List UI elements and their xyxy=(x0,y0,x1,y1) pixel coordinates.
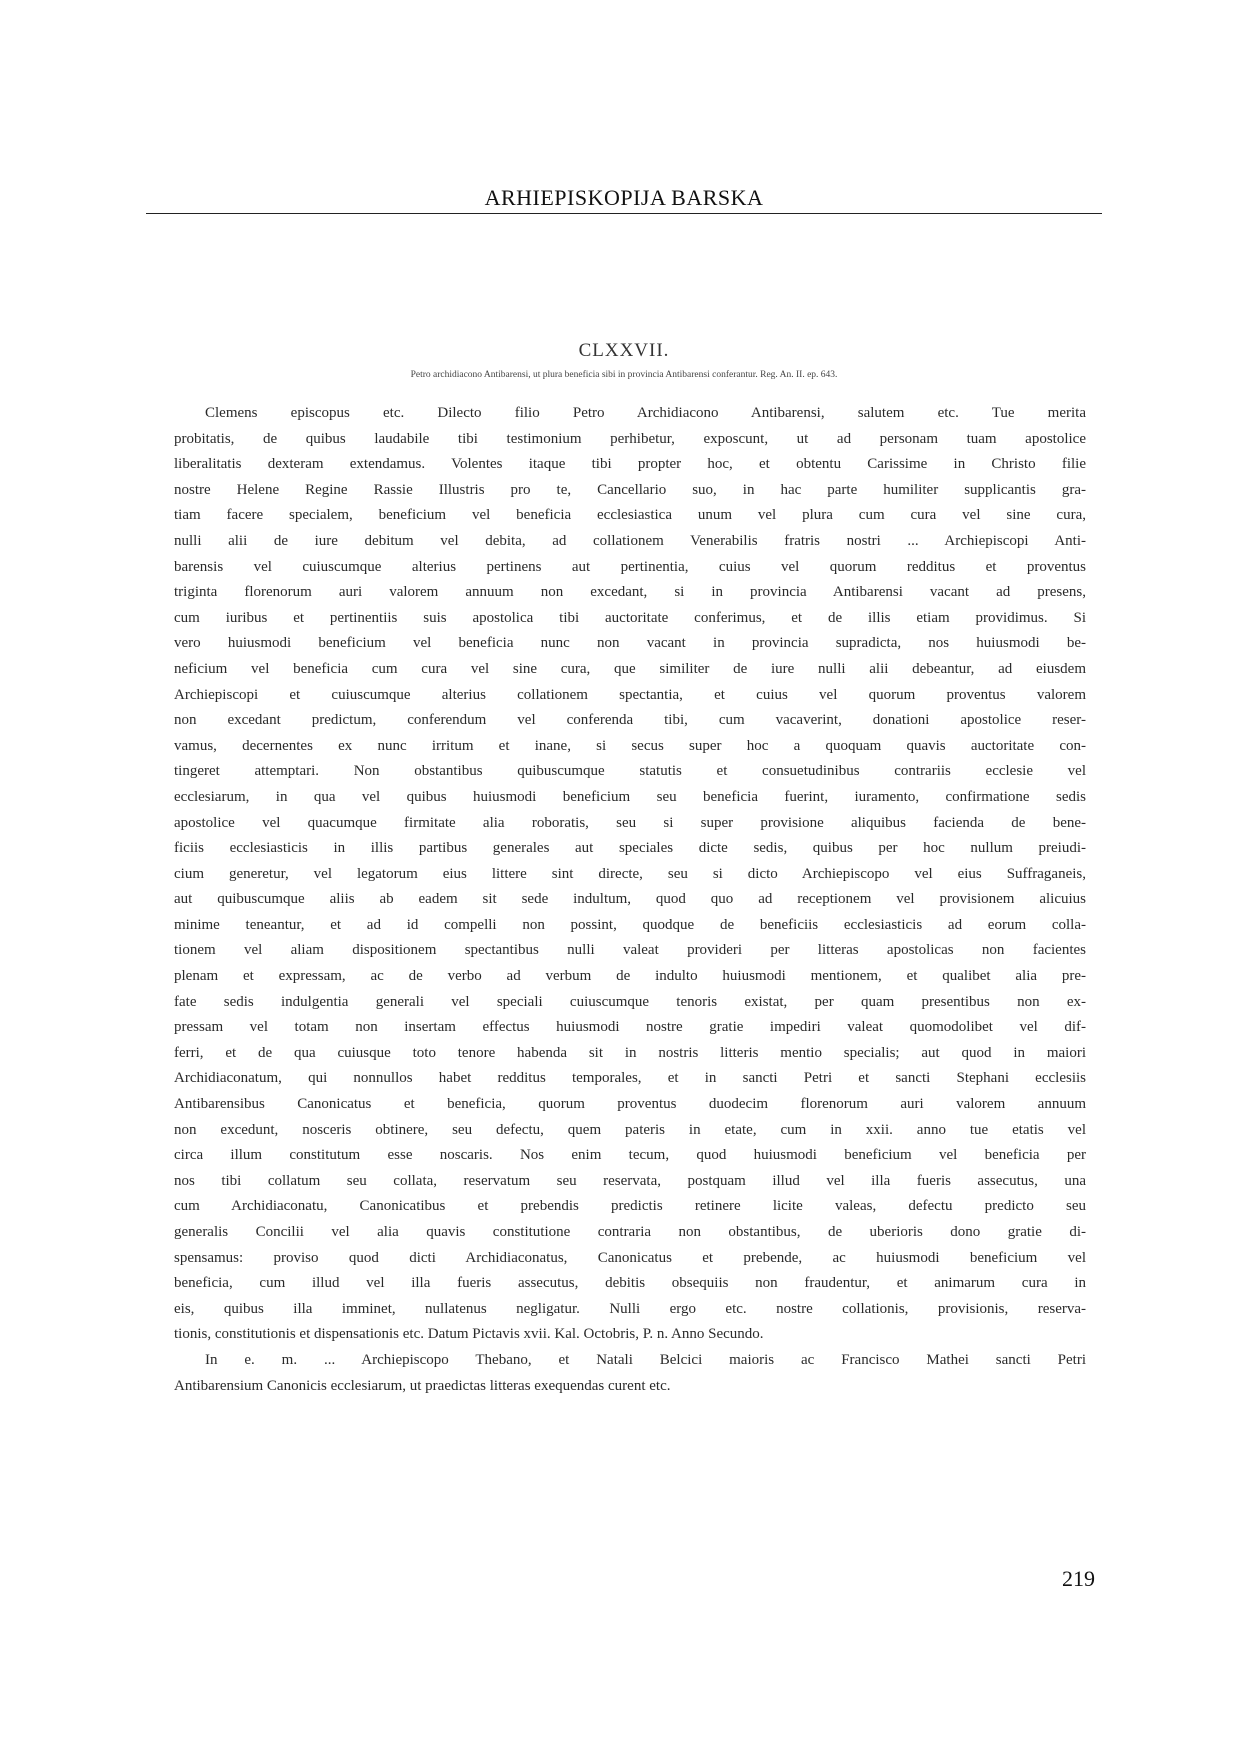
body-line: cium generetur, vel legatorum eius littere sint directe, seu si dicto Archiepiscopo vel eius Suffraganeis, xyxy=(174,865,1086,882)
body-line: ferri, et de qua cuiusque toto tenore habenda sit in nostris litteris mentio specialis; aut quod in maiori xyxy=(174,1044,1086,1061)
body-line: Clemens episcopus etc. Dilecto filio Petro Archidiacono Antibarensi, salutem etc. Tue merita xyxy=(205,405,1086,421)
body-line: minime teneantur, et ad id compelli non possint, quodque de beneficiis ecclesiasticis ad eorum colla- xyxy=(174,916,1086,933)
body-line: aut quibuscumque aliis ab eadem sit sede indultum, quod quo ad receptionem vel provisionem alicuius xyxy=(174,891,1086,908)
body-line: Antibarensibus Canonicatus et beneficia, quorum proventus duodecim florenorum auri valorem annuum xyxy=(174,1096,1086,1113)
body-line: vamus, decernentes ex nunc irritum et inane, si secus super hoc a quoquam quavis auctoritate con- xyxy=(174,737,1086,754)
body-line: spensamus: proviso quod dicti Archidiaconatus, Canonicatus et prebende, ac huiusmodi beneficium vel xyxy=(174,1249,1086,1266)
body-line: Archiepiscopi et cuiuscumque alterius collationem spectantia, et cuius vel quorum proventus valorem xyxy=(174,686,1086,703)
body-line: fate sedis indulgentia generali vel speciali cuiuscumque tenoris existat, per quam presentibus non ex- xyxy=(174,993,1086,1010)
page-number: 219 xyxy=(1062,1566,1095,1591)
body-line: nulli alii de iure debitum vel debita, ad collationem Venerabilis fratris nostri ... Archiepiscopi Anti- xyxy=(174,532,1086,549)
body-line: ficiis ecclesiasticis in illis partibus generales aut speciales dicte sedis, quibus per hoc nullum preiudi- xyxy=(174,840,1086,857)
body-line: triginta florenorum auri valorem annuum non excedant, si in provincia Antibarensi vacant ad presens, xyxy=(174,584,1086,601)
body-line: tingeret attemptari. Non obstantibus quibuscumque statutis et consuetudinibus contrariis ecclesie vel xyxy=(174,763,1086,780)
body-line: Antibarensium Canonicis ecclesiarum, ut praedictas litteras exequendas curent etc. xyxy=(174,1377,671,1394)
body-line: tionem vel aliam dispositionem spectantibus nulli valeat provideri per litteras apostolicas non facientes xyxy=(174,942,1086,959)
body-line: tionis, constitutionis et dispensationis etc. Datum Pictavis xvii. Kal. Octobris, P. n. Anno Secundo. xyxy=(174,1326,764,1343)
body-line: circa illum constitutum esse noscaris. Nos enim tecum, quod huiusmodi beneficium vel beneficia per xyxy=(174,1147,1086,1164)
document-number: CLXXVII. xyxy=(578,340,670,361)
running-head: ARHIEPISKOPIJA BARSKA xyxy=(484,185,764,210)
body-line: apostolice vel quacumque firmitate alia roboratis, seu si super provisione aliquibus facienda de bene- xyxy=(174,814,1086,831)
body-line: vero huiusmodi beneficium vel beneficia nunc non vacant in provincia supradicta, nos huiusmodi be- xyxy=(174,635,1086,652)
body-line: plenam et expressam, ac de verbo ad verbum de indulto huiusmodi mentionem, et qualibet alia pre- xyxy=(174,968,1086,985)
body-line: nostre Helene Regine Rassie Illustris pro te, Cancellario suo, in hac parte humiliter supplicantis gra- xyxy=(174,481,1086,498)
body-line: cum Archidiaconatu, Canonicatibus et prebendis predictis retinere licite valeas, defectu predicto seu xyxy=(174,1198,1086,1215)
body-line: non excedant predictum, conferendum vel conferenda tibi, cum vacaverint, donationi apostolice reser- xyxy=(174,712,1086,729)
body-line: beneficia, cum illud vel illa fueris assecutus, debitis obsequiis non fraudentur, et animarum cura in xyxy=(174,1275,1086,1292)
document-body xyxy=(174,401,1086,1399)
body-line: cum iuribus et pertinentiis suis apostolica tibi auctoritate conferimus, et de illis etiam providimus. Si xyxy=(174,609,1086,626)
body-line: pressam vel totam non insertam effectus huiusmodi nostre gratie impediri valeat quomodolibet vel dif- xyxy=(174,1019,1086,1036)
document-summary: Petro archidiacono Antibarensi, ut plura beneficia sibi in provincia Antibarensi conferantur. Reg. An. II. ep. 643. xyxy=(410,370,838,380)
body-line: nos tibi collatum seu collata, reservatum seu reservata, postquam illud vel illa fueris assecutus, una xyxy=(174,1172,1086,1189)
body-line: non excedunt, nosceris obtinere, seu defectu, quem pateris in etate, cum in xxii. anno tue etatis vel xyxy=(174,1121,1086,1138)
header-rule xyxy=(146,213,1102,214)
body-line: In e. m. ... Archiepiscopo Thebano, et Natali Belcici maioris ac Francisco Mathei sancti Petri xyxy=(205,1351,1086,1368)
body-line: probitatis, de quibus laudabile tibi testimonium perhibetur, exposcunt, ut ad personam tuam apostolice xyxy=(174,430,1086,447)
body-line: ecclesiarum, in qua vel quibus huiusmodi beneficium seu beneficia fuerint, iuramento, confirmatione sedis xyxy=(174,788,1086,805)
body-line: Archidiaconatum, qui nonnullos habet redditus temporales, et in sancti Petri et sancti Stephani ecclesiis xyxy=(174,1070,1086,1087)
body-line: tiam facere specialem, beneficium vel beneficia ecclesiastica unum vel plura cum cura vel sine cura, xyxy=(174,507,1086,524)
body-line: generalis Concilii vel alia quavis constitutione contraria non obstantibus, de uberioris dono gratie di- xyxy=(174,1224,1086,1240)
body-line: eis, quibus illa imminet, nullatenus negligatur. Nulli ergo etc. nostre collationis, provisionis, reserva- xyxy=(174,1300,1086,1317)
body-line: neficium vel beneficia cum cura vel sine cura, que similiter de iure nulli alii debeantur, ad eiusdem xyxy=(174,660,1086,677)
body-line: liberalitatis dexteram extendamus. Volentes itaque tibi propter hoc, et obtentu Carissime in Christo filie xyxy=(174,456,1086,473)
body-line: barensis vel cuiuscumque alterius pertinens aut pertinentia, cuius vel quorum redditus et proventus xyxy=(174,558,1086,575)
